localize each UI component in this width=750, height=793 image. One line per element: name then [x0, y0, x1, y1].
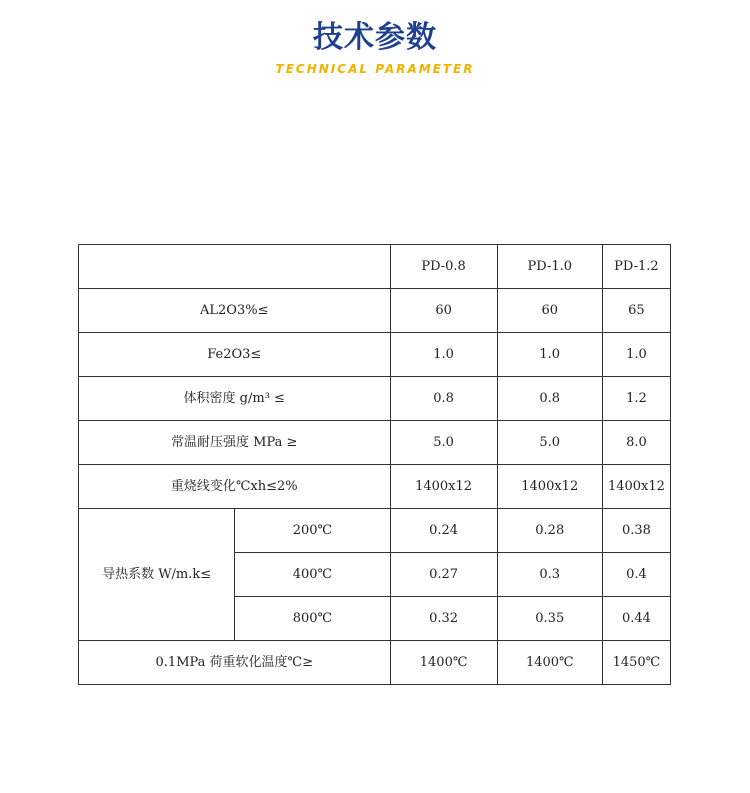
row-label: 重烧线变化℃xh≤2%: [79, 465, 391, 509]
page-header: [0, 18, 750, 78]
table-cell: 0.8: [390, 377, 497, 421]
temperature-label: 400℃: [235, 553, 390, 597]
temperature-label: 200℃: [235, 509, 390, 553]
table-cell: 1400℃: [497, 641, 602, 685]
table-cell: 60: [497, 289, 602, 333]
table-cell: 5.0: [390, 421, 497, 465]
table-cell: 0.38: [602, 509, 670, 553]
table-cell: 0.44: [602, 597, 670, 641]
table-row: [79, 333, 671, 377]
table-cell: 0.8: [497, 377, 602, 421]
page-subtitle: TECHNICAL PARAMETER: [275, 62, 475, 76]
row-label: 0.1MPa 荷重软化温度℃≥: [79, 641, 391, 685]
row-label: 体积密度 g/m³ ≤: [79, 377, 391, 421]
table-cell: 1.0: [390, 333, 497, 377]
table-cell: 8.0: [602, 421, 670, 465]
table-cell: 1.2: [602, 377, 670, 421]
table-cell: 1400℃: [390, 641, 497, 685]
table-cell: 1400x12: [602, 465, 670, 509]
table-row: [79, 289, 671, 333]
page-title: 技术参数: [313, 20, 437, 55]
table-header-row: [79, 245, 671, 289]
column-header-pd-0-8: PD-0.8: [390, 245, 497, 289]
table-row: [79, 465, 671, 509]
table-cell: 0.27: [390, 553, 497, 597]
table-cell: 0.28: [497, 509, 602, 553]
table-cell: 0.35: [497, 597, 602, 641]
thermal-conductivity-label: 导热系数 W/m.k≤: [79, 509, 235, 641]
table-row: [79, 377, 671, 421]
row-label: Fe2O3≤: [79, 333, 391, 377]
table-cell: 0.3: [497, 553, 602, 597]
table-cell: 1400x12: [390, 465, 497, 509]
table-cell: 0.4: [602, 553, 670, 597]
table-cell: 0.24: [390, 509, 497, 553]
column-header-pd-1-0: PD-1.0: [497, 245, 602, 289]
table-cell: 1.0: [602, 333, 670, 377]
table-row: [79, 421, 671, 465]
table-cell: 1450℃: [602, 641, 670, 685]
temperature-label: 800℃: [235, 597, 390, 641]
row-label: AL2O3%≤: [79, 289, 391, 333]
header-corner-cell: [79, 245, 391, 289]
technical-parameter-table: [78, 244, 671, 685]
table-cell: 1.0: [497, 333, 602, 377]
table-cell: 1400x12: [497, 465, 602, 509]
table-cell: 60: [390, 289, 497, 333]
table-cell: 5.0: [497, 421, 602, 465]
table-row: [79, 509, 671, 553]
row-label: 常温耐压强度 MPa ≥: [79, 421, 391, 465]
table-row: [79, 641, 671, 685]
column-header-pd-1-2: PD-1.2: [602, 245, 670, 289]
table-cell: 0.32: [390, 597, 497, 641]
table-cell: 65: [602, 289, 670, 333]
